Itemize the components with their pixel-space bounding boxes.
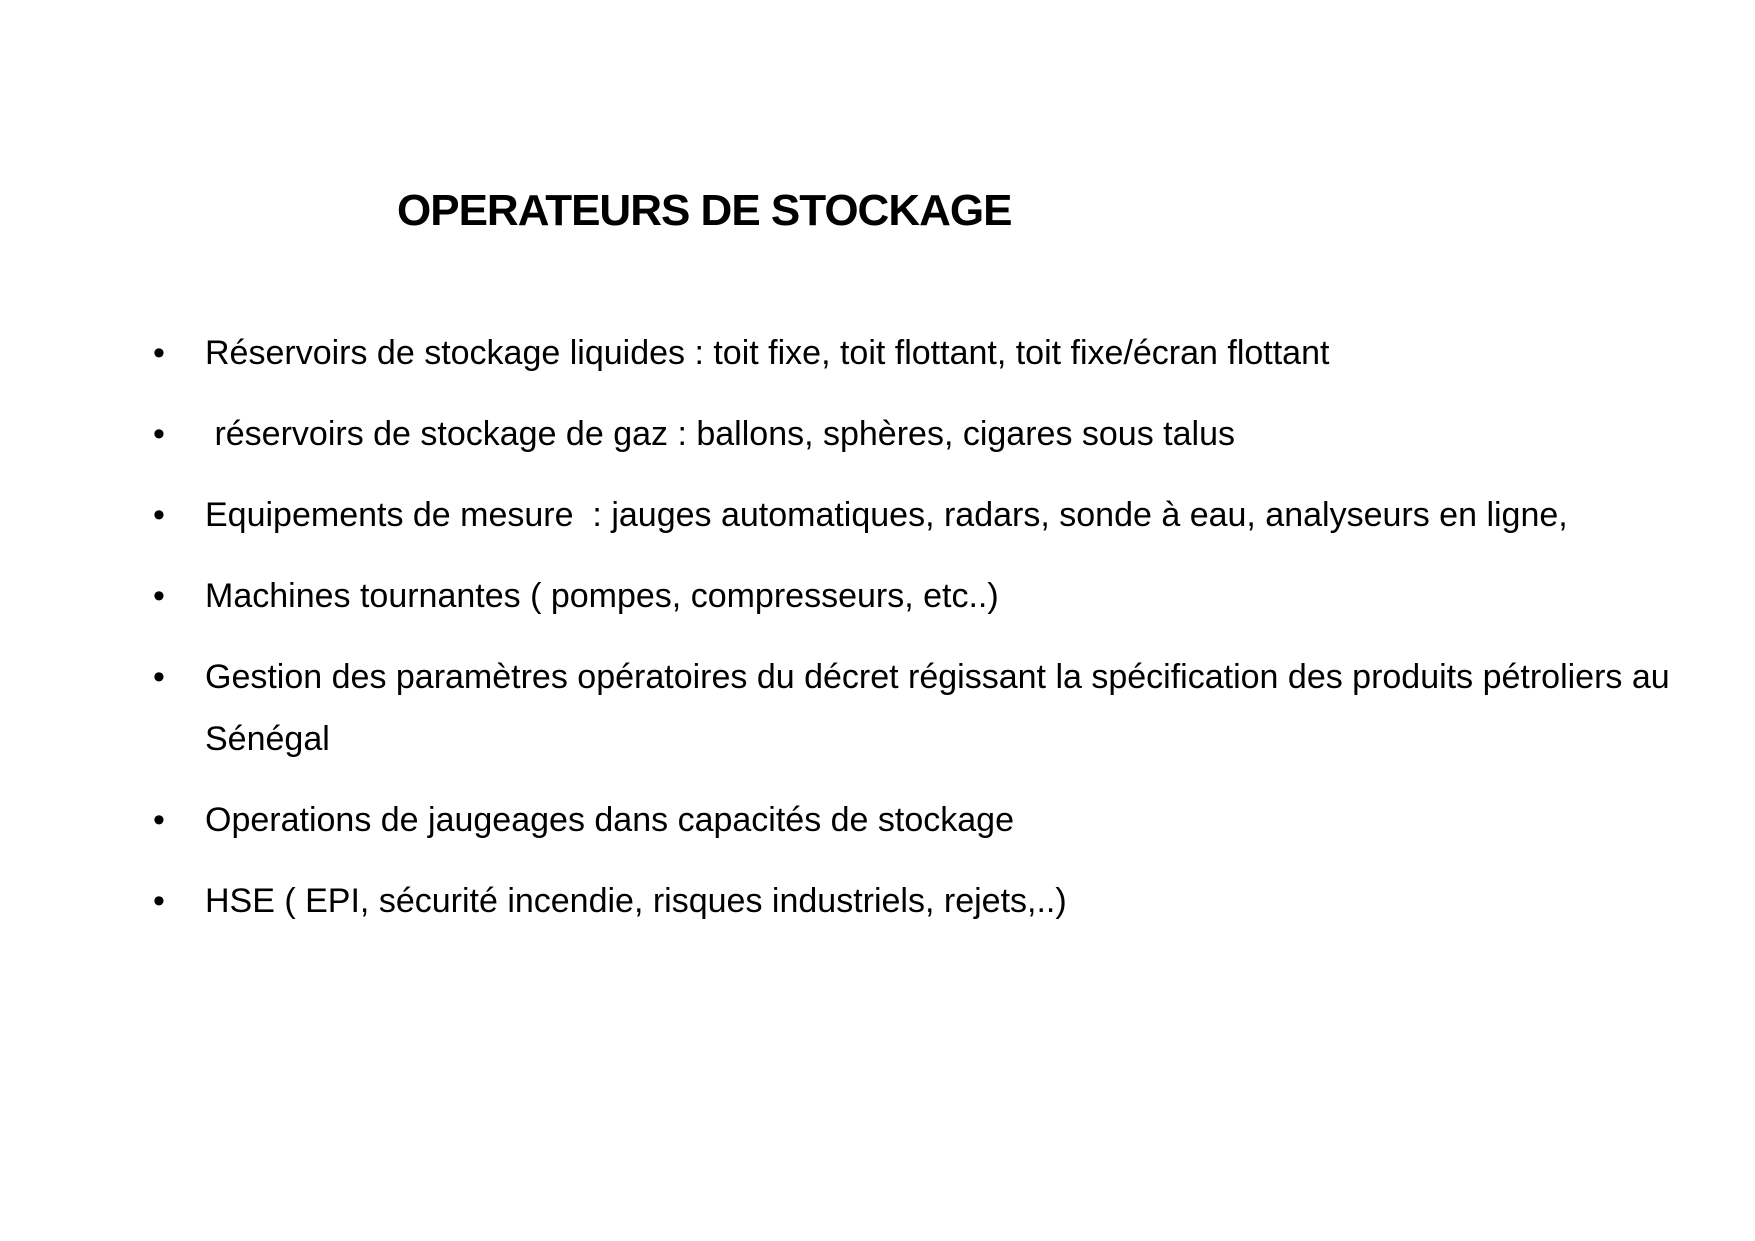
bullet-item-rotating-machines: [150, 565, 1680, 627]
bullet-text: Equipements de mesure : jauges automatiques, radars, sonde à eau, analyseurs en ligne,: [205, 496, 1568, 534]
bullet-text: Machines tournantes ( pompes, compresseurs, etc..): [205, 577, 999, 615]
bullet-item-liquid-tanks: [150, 322, 1680, 384]
bullet-list: [150, 322, 1680, 951]
bullet-text: HSE ( EPI, sécurité incendie, risques industriels, rejets,..): [205, 882, 1067, 920]
bullet-text: réservoirs de stockage de gaz : ballons, sphères, cigares sous talus: [205, 415, 1235, 453]
bullet-dot-icon: •: [153, 415, 165, 453]
bullet-item-gas-tanks: [150, 403, 1680, 465]
slide-title: OPERATEURS DE STOCKAGE: [397, 186, 1012, 235]
bullet-item-gauging-operations: [150, 789, 1680, 851]
bullet-item-hse: [150, 870, 1680, 932]
bullet-item-measurement-equipment: [150, 484, 1680, 546]
bullet-text: Gestion des paramètres opératoires du décret régissant la spécification des produits pétroliers au Sénégal: [205, 658, 1670, 758]
bullet-dot-icon: •: [153, 882, 165, 920]
bullet-dot-icon: •: [153, 658, 165, 696]
bullet-item-operating-parameters: [150, 646, 1680, 770]
bullet-text: Réservoirs de stockage liquides : toit fixe, toit flottant, toit fixe/écran flottant: [205, 334, 1330, 372]
bullet-dot-icon: •: [153, 334, 165, 372]
bullet-dot-icon: •: [153, 496, 165, 534]
bullet-text: Operations de jaugeages dans capacités de stockage: [205, 801, 1014, 839]
bullet-dot-icon: •: [153, 577, 165, 615]
bullet-dot-icon: •: [153, 801, 165, 839]
